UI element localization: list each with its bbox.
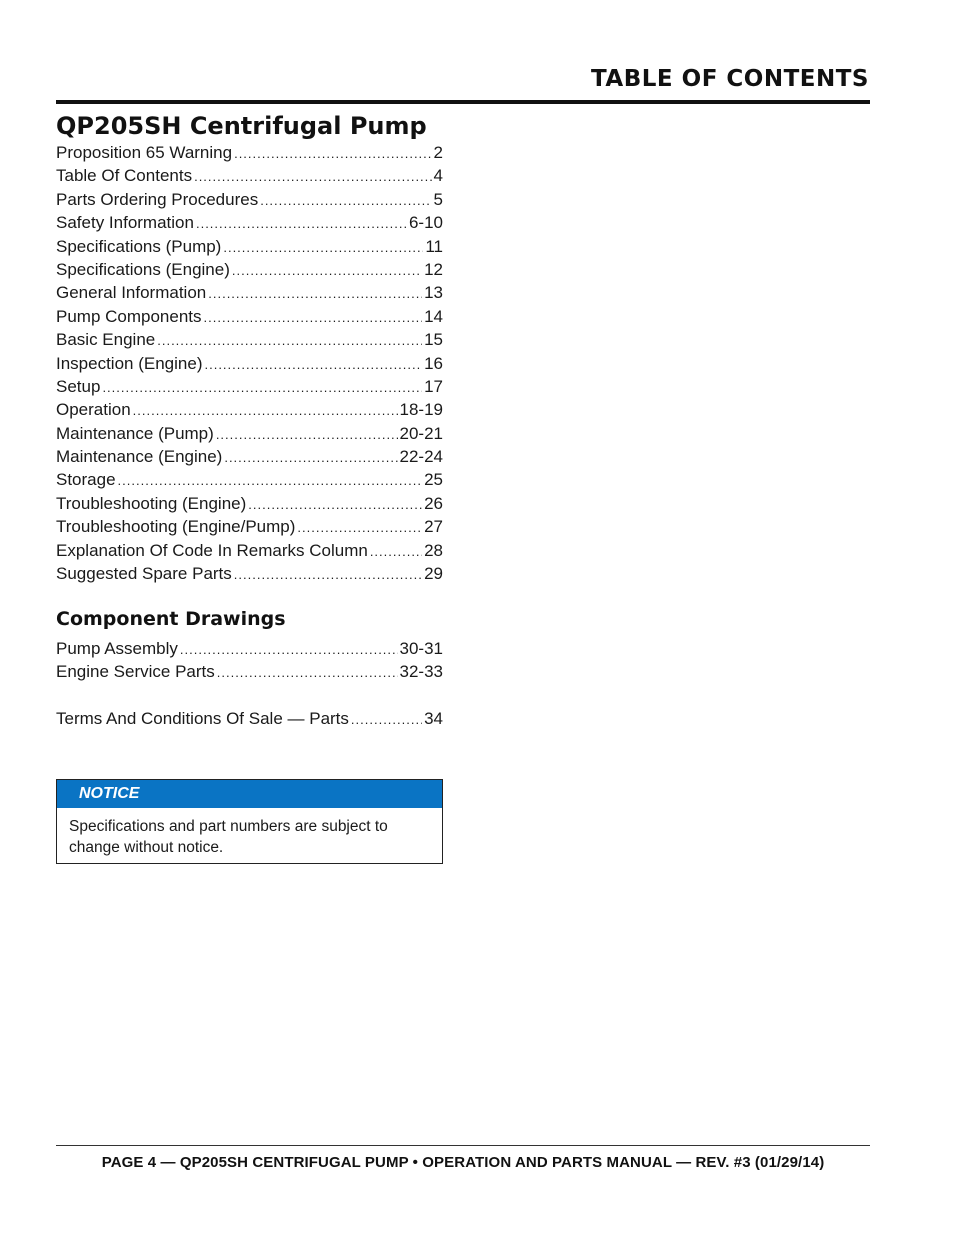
- toc-entry-page: 26: [424, 493, 443, 513]
- toc-main-list: [56, 141, 443, 585]
- toc-entry-page: 32-33: [399, 662, 443, 682]
- toc-entry: [56, 164, 443, 187]
- toc-entry-label: Specifications (Engine): [56, 259, 230, 279]
- toc-entry: [56, 637, 443, 660]
- notice-text: Specifications and part numbers are subject to change without notice.: [69, 818, 388, 856]
- toc-entry-page: 12: [424, 259, 443, 279]
- toc-entry-page: 13: [424, 283, 443, 303]
- toc-entry: [56, 492, 443, 515]
- toc-leader-dots: [248, 493, 422, 515]
- toc-entry-label: Setup: [56, 376, 101, 396]
- notice-box: [56, 779, 443, 864]
- toc-entry-label: Pump Components: [56, 306, 202, 326]
- toc-entry-label: Engine Service Parts: [56, 662, 215, 682]
- toc-terms-list: [56, 707, 443, 730]
- toc-entry-page: 14: [424, 306, 443, 326]
- toc-leader-dots: [370, 540, 422, 562]
- toc-leader-dots: [216, 423, 398, 445]
- footer-rule: [56, 1145, 870, 1146]
- toc-entry-page: 25: [424, 470, 443, 490]
- toc-leader-dots: [118, 469, 423, 491]
- toc-leader-dots: [234, 142, 431, 164]
- toc-entry-label: Explanation Of Code In Remarks Column: [56, 540, 368, 560]
- toc-entry: [56, 660, 443, 683]
- toc-entry-label: Maintenance (Engine): [56, 447, 223, 467]
- toc-entry: [56, 281, 443, 304]
- toc-entry-page: 16: [424, 353, 443, 373]
- toc-leader-dots: [157, 329, 422, 351]
- toc-entry-page: 29: [424, 564, 443, 584]
- toc-entry: [56, 398, 443, 421]
- toc-leader-dots: [180, 638, 398, 660]
- toc-entry-page: 5: [433, 189, 443, 209]
- toc-leader-dots: [260, 189, 431, 211]
- toc-entry: [56, 515, 443, 538]
- toc-entry-label: Specifications (Pump): [56, 236, 222, 256]
- toc-entry-label: Parts Ordering Procedures: [56, 189, 259, 209]
- toc-entry: [56, 258, 443, 281]
- toc-entry-label: Maintenance (Pump): [56, 423, 214, 443]
- toc-entry-label: Proposition 65 Warning: [56, 143, 233, 162]
- toc-entry-page: 28: [424, 540, 443, 560]
- toc-leader-dots: [217, 661, 398, 683]
- toc-leader-dots: [351, 708, 422, 730]
- document-title: QP205SH Centrifugal Pump: [56, 112, 427, 140]
- toc-leader-dots: [224, 446, 397, 468]
- toc-entry-label: Pump Assembly: [56, 639, 178, 658]
- section-header-title: TABLE OF CONTENTS: [591, 66, 869, 92]
- toc-entry-label: Terms And Conditions Of Sale — Parts: [56, 709, 349, 728]
- toc-leader-dots: [133, 399, 398, 421]
- toc-entry: [56, 707, 443, 730]
- toc-leader-dots: [196, 212, 407, 234]
- toc-entry-label: Troubleshooting (Engine/Pump): [56, 517, 296, 537]
- toc-entry-label: General Information: [56, 283, 207, 303]
- toc-entry-page: 27: [424, 517, 443, 537]
- toc-leader-dots: [194, 165, 431, 187]
- toc-leader-dots: [102, 376, 422, 398]
- toc-entry-page: 30-31: [399, 639, 443, 658]
- toc-entry-label: Operation: [56, 400, 131, 420]
- toc-entry-page: 11: [425, 236, 443, 256]
- page-footer: PAGE 4 — QP205SH CENTRIFUGAL PUMP • OPERATION AND PARTS MANUAL — REV. #3 (01/29/14): [101, 1154, 825, 1171]
- toc-entry: [56, 445, 443, 468]
- toc-entry-page: 6-10: [408, 213, 443, 233]
- toc-entry: [56, 468, 443, 491]
- toc-drawings-list: [56, 637, 443, 684]
- toc-entry-page: 20-21: [399, 423, 443, 443]
- toc-leader-dots: [234, 563, 422, 585]
- toc-leader-dots: [208, 282, 422, 304]
- toc-leader-dots: [297, 516, 422, 538]
- toc-leader-dots: [223, 236, 423, 258]
- toc-entry-page: 18-19: [399, 400, 443, 420]
- toc-entry-label: Inspection (Engine): [56, 353, 203, 373]
- toc-entry: [56, 539, 443, 562]
- toc-entry-label: Table Of Contents: [56, 166, 193, 186]
- component-drawings-title: Component Drawings: [56, 608, 286, 630]
- toc-entry: [56, 375, 443, 398]
- toc-entry-label: Basic Engine: [56, 330, 156, 350]
- toc-entry: [56, 305, 443, 328]
- toc-entry-label: Troubleshooting (Engine): [56, 493, 247, 513]
- toc-entry: [56, 188, 443, 211]
- toc-leader-dots: [232, 259, 422, 281]
- toc-entry-page: 2: [433, 143, 443, 162]
- toc-entry-page: 34: [424, 709, 443, 728]
- header-rule: [56, 100, 870, 104]
- toc-entry-label: Safety Information: [56, 213, 194, 233]
- toc-entry: [56, 141, 443, 164]
- toc-leader-dots: [204, 306, 423, 328]
- toc-entry: [56, 235, 443, 258]
- toc-entry: [56, 211, 443, 234]
- toc-entry-page: 17: [424, 376, 443, 396]
- toc-entry: [56, 352, 443, 375]
- notice-heading: NOTICE: [57, 780, 442, 808]
- toc-entry: [56, 328, 443, 351]
- toc-entry-page: 15: [424, 330, 443, 350]
- toc-entry-page: 22-24: [399, 447, 443, 467]
- toc-entry-page: 4: [433, 166, 443, 186]
- toc-entry: [56, 422, 443, 445]
- toc-entry-label: Storage: [56, 470, 116, 490]
- toc-entry: [56, 562, 443, 585]
- toc-entry-label: Suggested Spare Parts: [56, 564, 232, 584]
- toc-leader-dots: [204, 353, 422, 375]
